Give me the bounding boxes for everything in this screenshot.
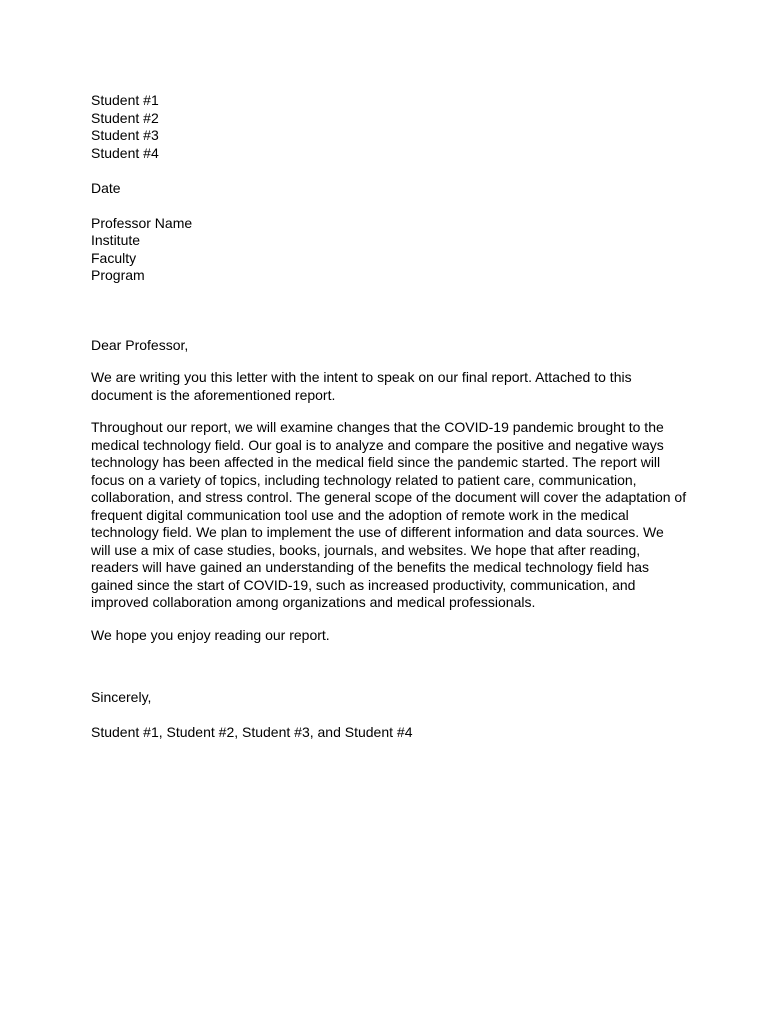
sender-line: Student #4 [91, 144, 159, 161]
paragraph-line: document is the aforementioned report. [91, 386, 336, 403]
signature-text: Student #1, Student #2, Student #3, and Student #4 [91, 724, 413, 740]
date-line: Date [91, 179, 121, 196]
paragraph-line: We hope you enjoy reading our report. [91, 626, 330, 643]
paragraph-line: gained since the start of COVID-19, such as increased productivity, communication, and [91, 576, 636, 593]
paragraph-closing-remark [91, 627, 686, 645]
paragraph-line: will use a mix of case studies, books, journals, and websites. We hope that after reading, [91, 541, 641, 558]
recipient-block [91, 215, 691, 285]
date-block [91, 180, 691, 198]
paragraph-line: collaboration, and stress control. The general scope of the document will cover the adaptation of [91, 489, 687, 505]
paragraph-line: We are writing you this letter with the intent to speak on our final report. Attached to this [91, 369, 632, 385]
recipient-line: Program [91, 267, 145, 283]
recipient-line: Institute [91, 232, 141, 248]
sender-line: Student #2 [91, 109, 159, 126]
paragraph-intro [91, 369, 686, 404]
salutation [91, 337, 691, 355]
paragraph-line: Throughout our report, we will examine changes that the COVID-19 pandemic brought to the [91, 419, 664, 435]
paragraph-scope [91, 419, 686, 612]
recipient-line: Professor Name [91, 214, 193, 231]
paragraph-line: technology field. We plan to implement the use of different information and data sources. We [91, 524, 664, 540]
paragraph-line: medical technology field. Our goal is to analyze and compare the positive and negative ways [91, 436, 664, 453]
sender-line: Student #3 [91, 127, 159, 143]
signature [91, 724, 691, 742]
salutation-text: Dear Professor, [91, 336, 189, 353]
sender-block [91, 92, 691, 162]
paragraph-line: frequent digital communication tool use and the adoption of remote work in the medical [91, 506, 629, 523]
paragraph-line: focus on a variety of topics, including technology related to patient care, communication, [91, 471, 637, 488]
closing [91, 689, 691, 707]
sender-line: Student #1 [91, 92, 159, 108]
letter-body [91, 92, 691, 742]
closing-text: Sincerely, [91, 689, 152, 705]
paragraph-line: readers will have gained an understanding of the benefits the medical technology field has [91, 559, 650, 575]
paragraph-line: technology has been affected in the medical field since the pandemic started. The report will [91, 454, 661, 470]
recipient-line: Faculty [91, 249, 137, 266]
paragraph-line: improved collaboration among organizations and medical professionals. [91, 594, 536, 610]
